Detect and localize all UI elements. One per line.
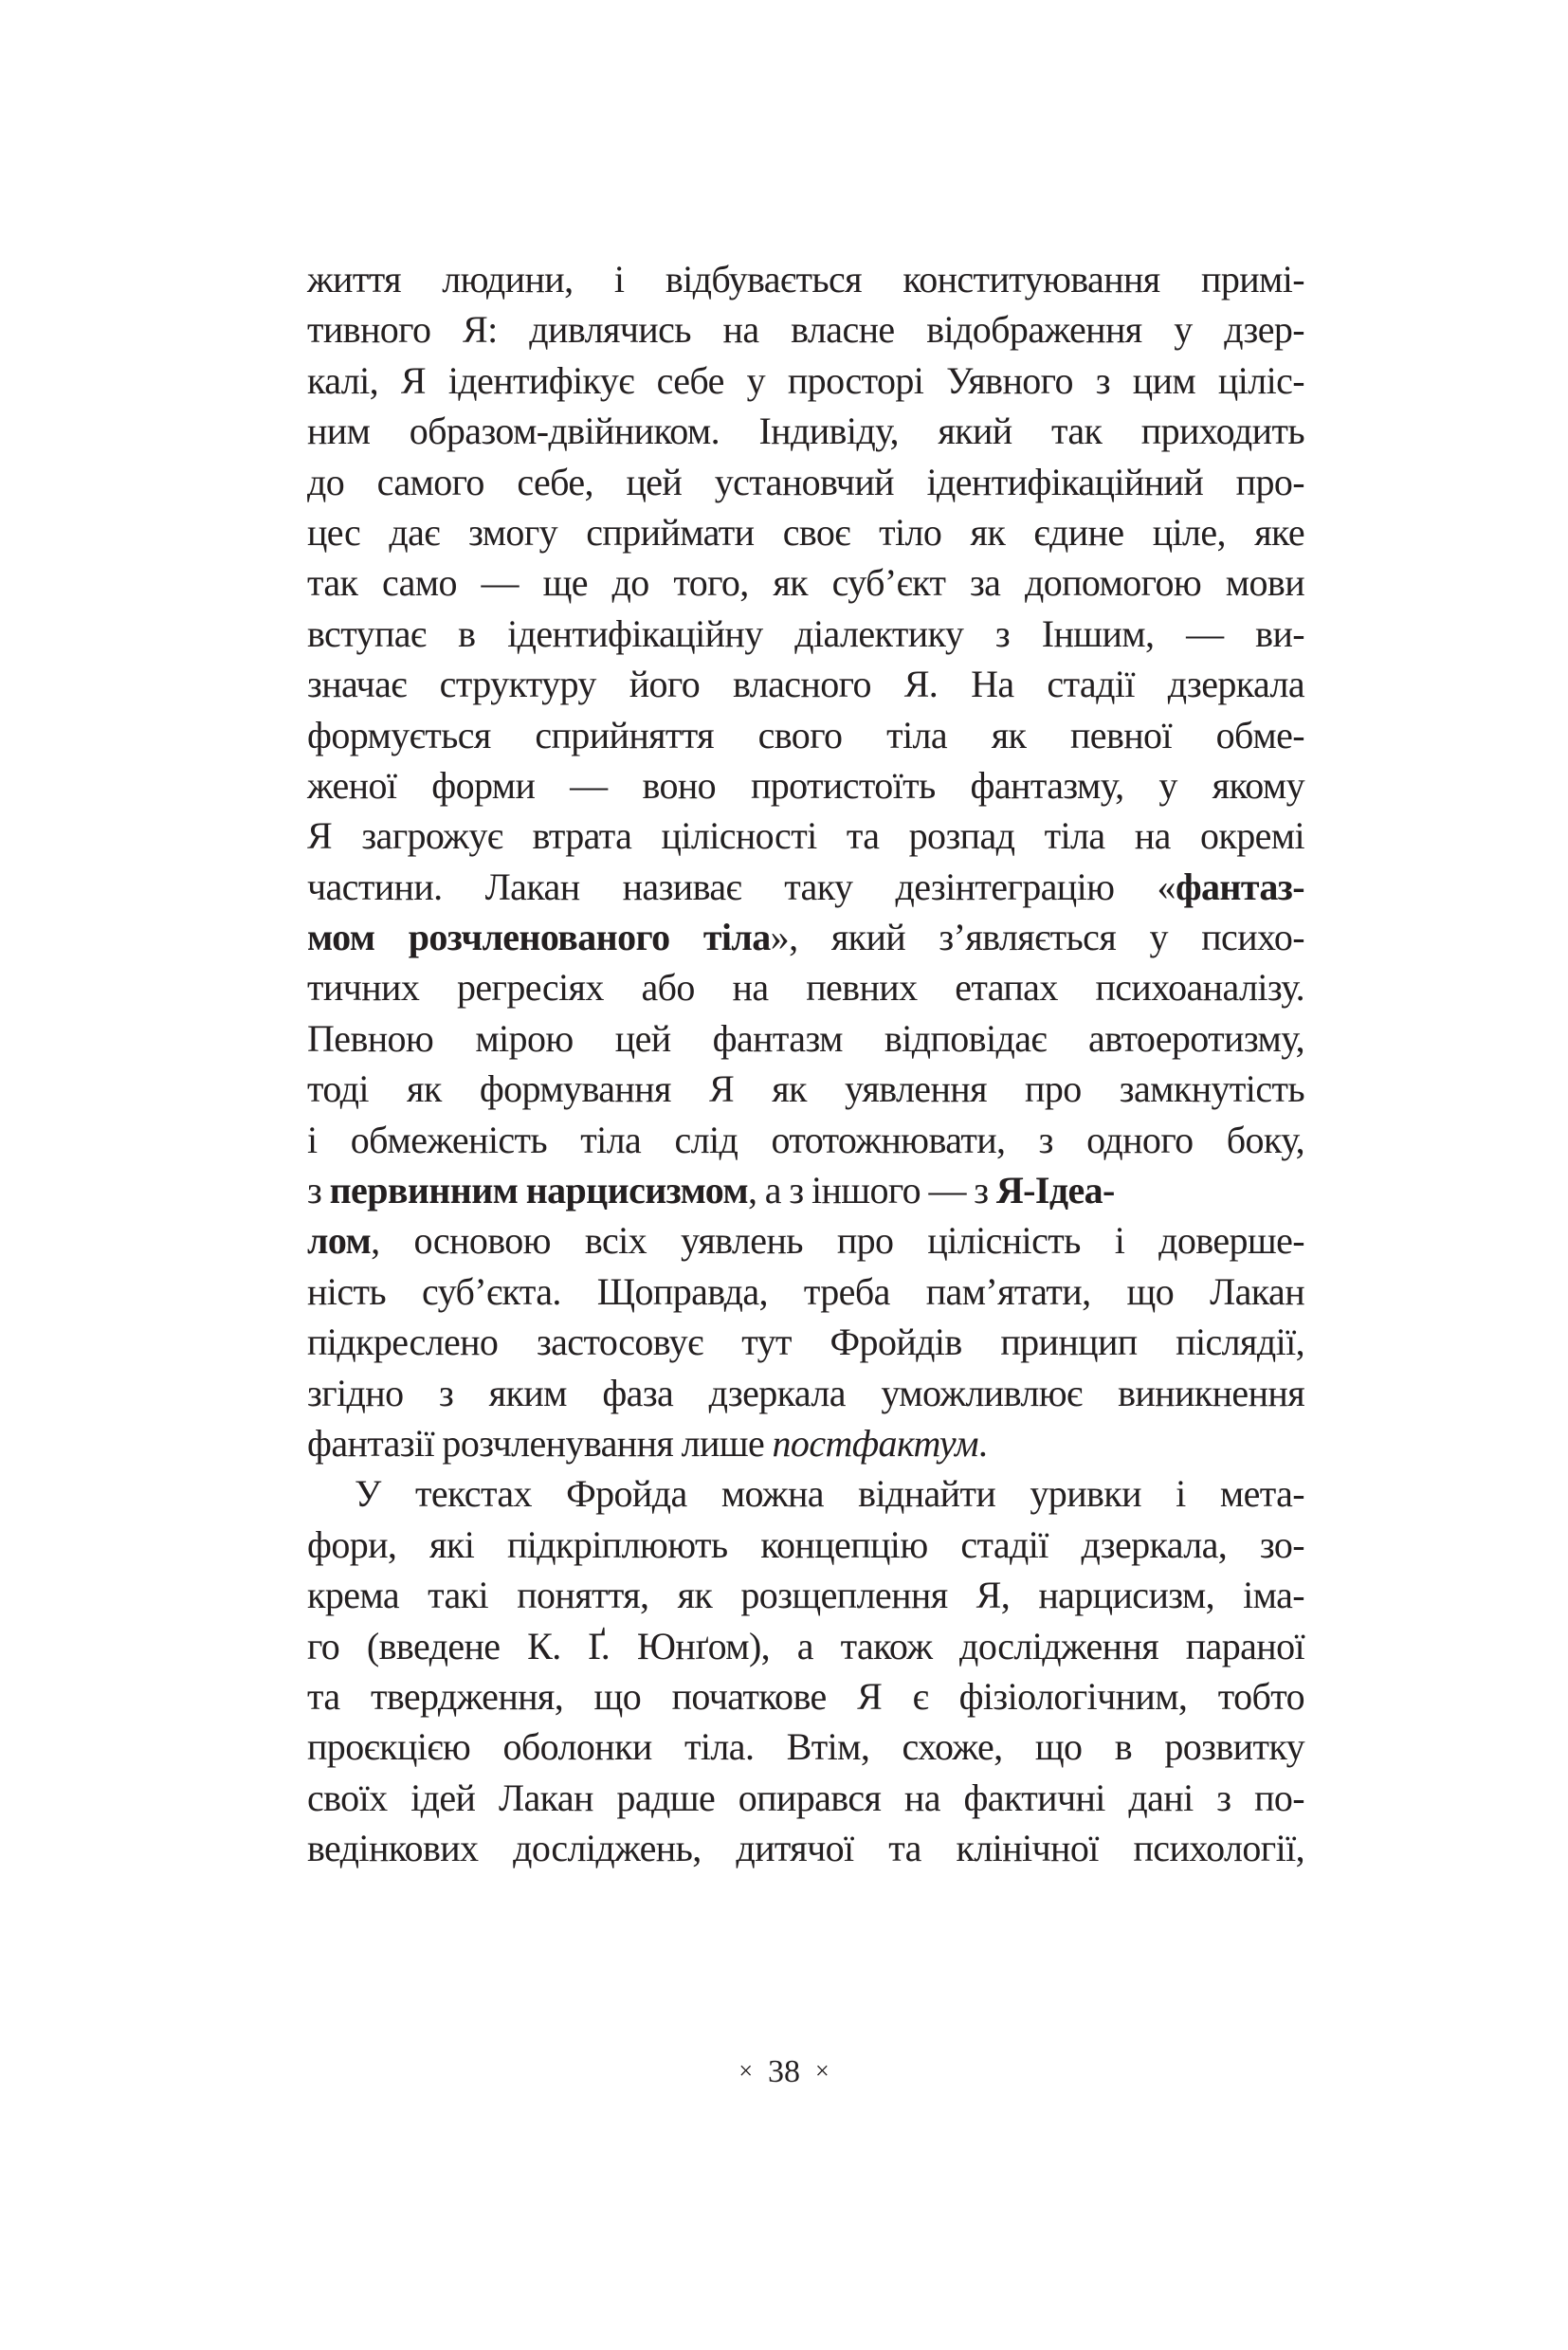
bold-term: первинним нарцисизмом [329, 1169, 748, 1212]
text-line [307, 1823, 1304, 1873]
text-segment: підкреслено застосовує тут Фройдів принцип післядії, [307, 1321, 1304, 1364]
text-segment: . [977, 1421, 988, 1465]
text-line [307, 1468, 1304, 1519]
text-segment: го (введене К. Ґ. Юнґом), а також дослідження параної [307, 1624, 1304, 1667]
bold-term: мом розчленованого тіла [307, 916, 771, 959]
text-segment: , основою всіх уявлень про цілісність і доверше- [371, 1219, 1304, 1263]
text-segment: своїх ідей Лакан радше опирався на фактичні дані з по- [307, 1776, 1304, 1819]
text-line [307, 1013, 1304, 1064]
text-line [307, 1621, 1304, 1671]
text-segment: значає структуру його власного Я. На стадії дзеркала [307, 663, 1304, 706]
bold-term: Я-Ідеа- [995, 1169, 1115, 1212]
text-line [307, 609, 1304, 659]
text-segment: женої форми — воно протистоїть фантазму, у якому [307, 763, 1304, 807]
text-line [307, 1064, 1304, 1114]
text-line [307, 1215, 1304, 1266]
page-number-ornament-right: × [815, 2057, 830, 2085]
text-segment: та твердження, що початкове Я є фізіологічним, тобто [307, 1674, 1304, 1718]
text-line [307, 406, 1304, 456]
page-number-ornament-left: × [738, 2057, 753, 2085]
paragraph [307, 254, 1304, 1468]
text-line [307, 1722, 1304, 1772]
text-segment: частини. Лакан називає таку дезінтеграцію « [307, 865, 1176, 908]
text-segment: ним образом-двійником. Індивіду, який так приходить [307, 410, 1304, 453]
text-segment: цес дає змогу сприймати своє тіло як єдине ціле, яке [307, 510, 1304, 554]
text-line [307, 710, 1304, 760]
text-segment: крема такі поняття, як розщеплення Я, нарцисизм, іма- [307, 1574, 1304, 1617]
text-line [307, 1570, 1304, 1620]
text-segment: ність суб’єкта. Щоправда, треба пам’ятати, що Лакан [307, 1269, 1304, 1313]
paragraph [307, 1468, 1304, 1873]
italic-term: постфактум [772, 1421, 978, 1465]
bold-term: лом [307, 1219, 372, 1263]
text-segment: фори, які підкріплюють концепцію стадії дзеркала, зо- [307, 1522, 1304, 1566]
text-segment: формується сприйняття свого тіла як певної обме- [307, 713, 1304, 756]
text-line [307, 457, 1304, 507]
text-segment: Певною мірою цей фантазм відповідає автоеротизму, [307, 1016, 1304, 1060]
text-line [307, 507, 1304, 557]
text-segment: ведінкових досліджень, дитячої та клінічної психології, [307, 1827, 1304, 1870]
text-line [307, 1418, 1304, 1468]
text-segment: так само — ще до того, як суб’єкт за допомогою мови [307, 561, 1304, 605]
text-segment: і обмеженість тіла слід ототожнювати, з одного боку, [307, 1118, 1304, 1161]
text-line [307, 912, 1304, 962]
text-line [307, 254, 1304, 304]
page-number: 38 [768, 2054, 800, 2089]
text-line [307, 1671, 1304, 1722]
text-segment: вступає в ідентифікаційну діалектику з Іншим, — ви- [307, 611, 1304, 655]
text-line [307, 811, 1304, 861]
body-text [307, 254, 1304, 1874]
text-segment: », який з’являється у психо- [770, 916, 1304, 959]
text-line [307, 1165, 1304, 1215]
text-line [307, 1773, 1304, 1823]
text-segment: У текстах Фройда можна віднайти уривки і мета- [355, 1472, 1304, 1516]
text-line [307, 1317, 1304, 1367]
text-line [307, 862, 1304, 912]
text-segment: до самого себе, цей установчий ідентифікаційний про- [307, 460, 1304, 503]
text-segment: тивного Я: дивлячись на власне відображення у дзер- [307, 308, 1304, 352]
text-line [307, 1266, 1304, 1317]
text-line [307, 1520, 1304, 1570]
text-segment: тичних регресіях або на певних етапах психоаналізу. [307, 966, 1304, 1010]
text-segment: Я загрожує втрата цілісності та розпад тіла на окремі [307, 814, 1304, 858]
text-line [307, 760, 1304, 811]
text-line [307, 557, 1304, 608]
text-line [307, 962, 1304, 1012]
text-segment: проєкцією оболонки тіла. Втім, схоже, що в розвитку [307, 1725, 1304, 1769]
text-segment: з [307, 1169, 330, 1212]
text-line [307, 1115, 1304, 1165]
text-segment: фантазії розчленування лише [307, 1421, 773, 1465]
text-segment: згідно з яким фаза дзеркала уможливлює виникнення [307, 1371, 1304, 1414]
text-segment: життя людини, і відбувається конституювання примі- [307, 258, 1304, 301]
text-line [307, 304, 1304, 355]
text-line [307, 1368, 1304, 1418]
text-segment: , а з іншого — з [747, 1169, 996, 1212]
text-line [307, 659, 1304, 709]
page-footer [0, 2054, 1568, 2090]
bold-term: фантаз- [1175, 865, 1304, 908]
text-segment: калі, Я ідентифікує себе у просторі Уявного з цим ціліс- [307, 358, 1304, 402]
text-segment: тоді як формування Я як уявлення про замкнутість [307, 1067, 1304, 1111]
text-line [307, 355, 1304, 406]
